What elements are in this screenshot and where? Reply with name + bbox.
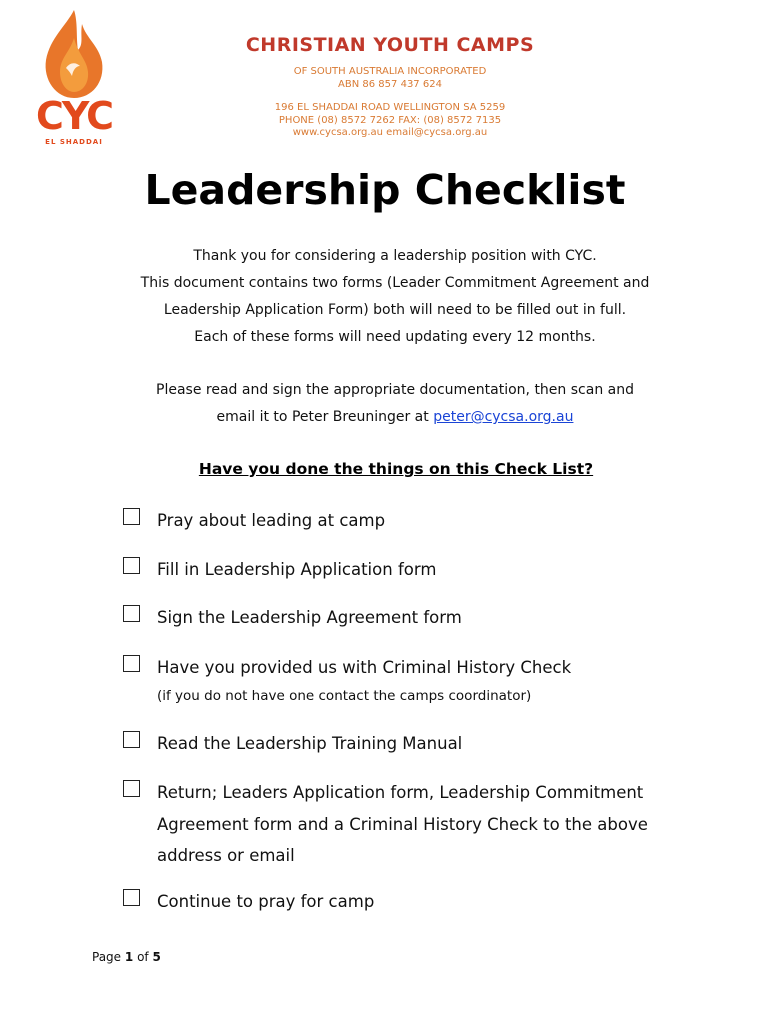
checkbox[interactable] <box>123 605 140 622</box>
page-number <box>92 950 161 964</box>
checkbox[interactable] <box>123 780 140 797</box>
checkbox[interactable] <box>123 889 140 906</box>
page-label: Page <box>92 950 122 964</box>
checklist-item-label: Have you provided us with Criminal History Check <box>157 658 572 677</box>
logo-acronym: CYC <box>36 94 112 138</box>
current-page: 1 <box>124 950 134 964</box>
org-address: 196 EL SHADDAI ROAD WELLINGTON SA 5259 <box>274 102 506 113</box>
checkbox[interactable] <box>123 557 140 574</box>
org-name: CHRISTIAN YOUTH CAMPS <box>245 34 535 56</box>
total-pages: 5 <box>152 950 161 964</box>
checkbox[interactable] <box>123 655 140 672</box>
intro-email-prefix: email it to Peter Breuninger at <box>216 409 434 425</box>
intro-line <box>0 404 770 431</box>
checklist-item-label: Read the Leadership Training Manual <box>157 734 463 753</box>
logo-subtitle: EL SHADDAI <box>45 138 103 146</box>
of-label: of <box>137 950 149 964</box>
org-web-email: www.cycsa.org.au email@cycsa.org.au <box>292 127 488 138</box>
checkbox[interactable] <box>123 731 140 748</box>
flame-icon <box>36 8 112 100</box>
checkbox[interactable] <box>123 508 140 525</box>
checklist-item-label: Sign the Leadership Agreement form <box>157 608 462 627</box>
intro-line: Please read and sign the appropriate documentation, then scan and <box>156 382 634 398</box>
checklist-item-label: Pray about leading at camp <box>157 511 386 530</box>
intro-line: Leadership Application Form) both will need to be filled out in full. <box>163 302 627 318</box>
org-abn: ABN 86 857 437 624 <box>338 78 442 90</box>
intro-line: This document contains two forms (Leader Commitment Agreement and <box>140 275 650 291</box>
org-phone: PHONE (08) 8572 7262 FAX: (08) 8572 7135 <box>278 114 502 126</box>
checklist-item-label: Continue to pray for camp <box>157 892 375 911</box>
email-link[interactable]: peter@cycsa.org.au <box>433 409 574 425</box>
org-incorporation: OF SOUTH AUSTRALIA INCORPORATED <box>293 66 487 77</box>
intro-line: Each of these forms will need updating every 12 months. <box>194 329 596 345</box>
checklist-item-label: Return; Leaders Application form, Leadership Commitment Agreement form and a Criminal History Check to the above address or email <box>157 783 648 865</box>
page-title: Leadership Checklist <box>144 166 626 214</box>
intro-text <box>0 243 770 431</box>
cyc-logo <box>36 8 112 150</box>
checklist-item-note: (if you do not have one contact the camps coordinator) <box>157 687 532 704</box>
intro-line: Thank you for considering a leadership position with CYC. <box>193 248 597 264</box>
checklist-item-label: Fill in Leadership Application form <box>157 560 437 579</box>
org-header <box>200 34 580 140</box>
checklist-heading: Have you done the things on this Check List? <box>198 460 594 478</box>
